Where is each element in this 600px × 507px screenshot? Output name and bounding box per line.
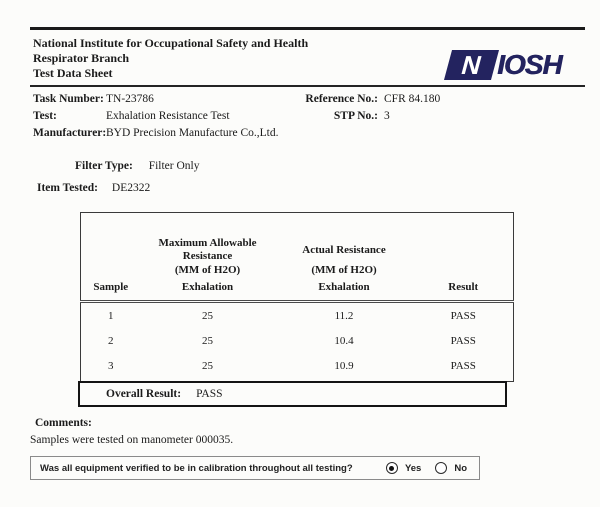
sample-cell: 1 <box>108 310 114 322</box>
header-spacer <box>81 263 141 277</box>
test-value: Exhalation Resistance Test <box>106 110 230 122</box>
info-row-task <box>33 91 440 108</box>
item-tested-label: Item Tested: <box>37 182 99 194</box>
overall-result-value: PASS <box>196 388 223 400</box>
yes-radio-label: Yes <box>404 462 422 474</box>
sample-cell: 3 <box>108 360 114 372</box>
actual-resistance-header: Actual Resistance <box>302 243 386 256</box>
max-resistance-units: (MM of H2O) <box>174 264 241 276</box>
branch-title: Respirator Branch <box>33 51 130 65</box>
info-row-manufacturer <box>33 125 440 142</box>
niosh-logo <box>448 50 561 80</box>
test-label: Test: <box>33 110 57 122</box>
manufacturer-value: BYD Precision Manufacture Co.,Ltd. <box>106 127 279 139</box>
filter-type-value: Filter Only <box>148 160 200 172</box>
table-row <box>81 328 514 353</box>
table-row <box>81 302 514 329</box>
item-tested-row <box>37 182 150 194</box>
niosh-logo-n: N <box>458 50 485 80</box>
results-table-header <box>81 213 514 302</box>
niosh-logo-iosh: IOSH <box>497 49 562 80</box>
actual-resistance-units: (MM of H2O) <box>311 264 377 276</box>
result-cell: PASS <box>450 335 476 347</box>
task-number-label: Task Number: <box>33 93 104 105</box>
yes-radio-button[interactable] <box>386 462 398 474</box>
info-row-test <box>33 108 440 125</box>
actual-cell: 11.2 <box>334 310 354 322</box>
manufacturer-label: Manufacturer: <box>33 127 107 139</box>
no-radio-button[interactable] <box>435 462 447 474</box>
info-section <box>33 91 440 142</box>
no-radio-label: No <box>454 462 467 474</box>
task-number-value: TN-23786 <box>106 93 154 105</box>
actual-cell: 10.9 <box>334 360 354 372</box>
document-header <box>33 36 308 81</box>
niosh-logo-n-block <box>444 50 499 80</box>
filter-type-row <box>75 160 199 172</box>
overall-result-box <box>78 381 507 407</box>
calibration-radio-group <box>386 462 469 474</box>
header-rule <box>30 85 585 87</box>
sample-cell: 2 <box>108 335 114 347</box>
item-tested-value: DE2322 <box>111 182 151 194</box>
actual-exhalation-header: Exhalation <box>275 277 414 302</box>
results-table <box>80 212 514 382</box>
result-cell: PASS <box>450 360 476 372</box>
max-resistance-header: Maximum Allowable Resistance <box>158 237 257 262</box>
org-title: National Institute for Occupational Safety and Health <box>33 36 309 50</box>
filter-type-label: Filter Type: <box>75 160 133 172</box>
max-exhalation-header: Exhalation <box>141 277 275 302</box>
comments-text: Samples were tested on manometer 000035. <box>30 434 234 446</box>
max-cell: 25 <box>202 335 213 347</box>
stp-no-value: 3 <box>384 110 390 122</box>
comments-label: Comments: <box>35 417 92 429</box>
result-cell: PASS <box>450 310 476 322</box>
header-spacer <box>81 213 141 264</box>
stp-no-label: STP No.: <box>333 110 378 122</box>
max-cell: 25 <box>202 360 213 372</box>
header-spacer <box>414 263 514 277</box>
reference-no-label: Reference No.: <box>305 93 378 105</box>
overall-result-label: Overall Result: <box>106 388 182 400</box>
reference-no-value: CFR 84.180 <box>384 93 441 105</box>
calibration-question: Was all equipment verified to be in calibration throughout all testing? <box>40 462 353 474</box>
actual-cell: 10.4 <box>334 335 354 347</box>
header-spacer <box>414 213 514 264</box>
calibration-question-box <box>30 456 480 480</box>
top-rule <box>30 27 585 30</box>
table-row <box>81 353 514 382</box>
max-cell: 25 <box>202 310 213 322</box>
result-column-header: Result <box>414 277 514 302</box>
sample-column-header: Sample <box>81 277 141 302</box>
document-title: Test Data Sheet <box>33 66 113 80</box>
